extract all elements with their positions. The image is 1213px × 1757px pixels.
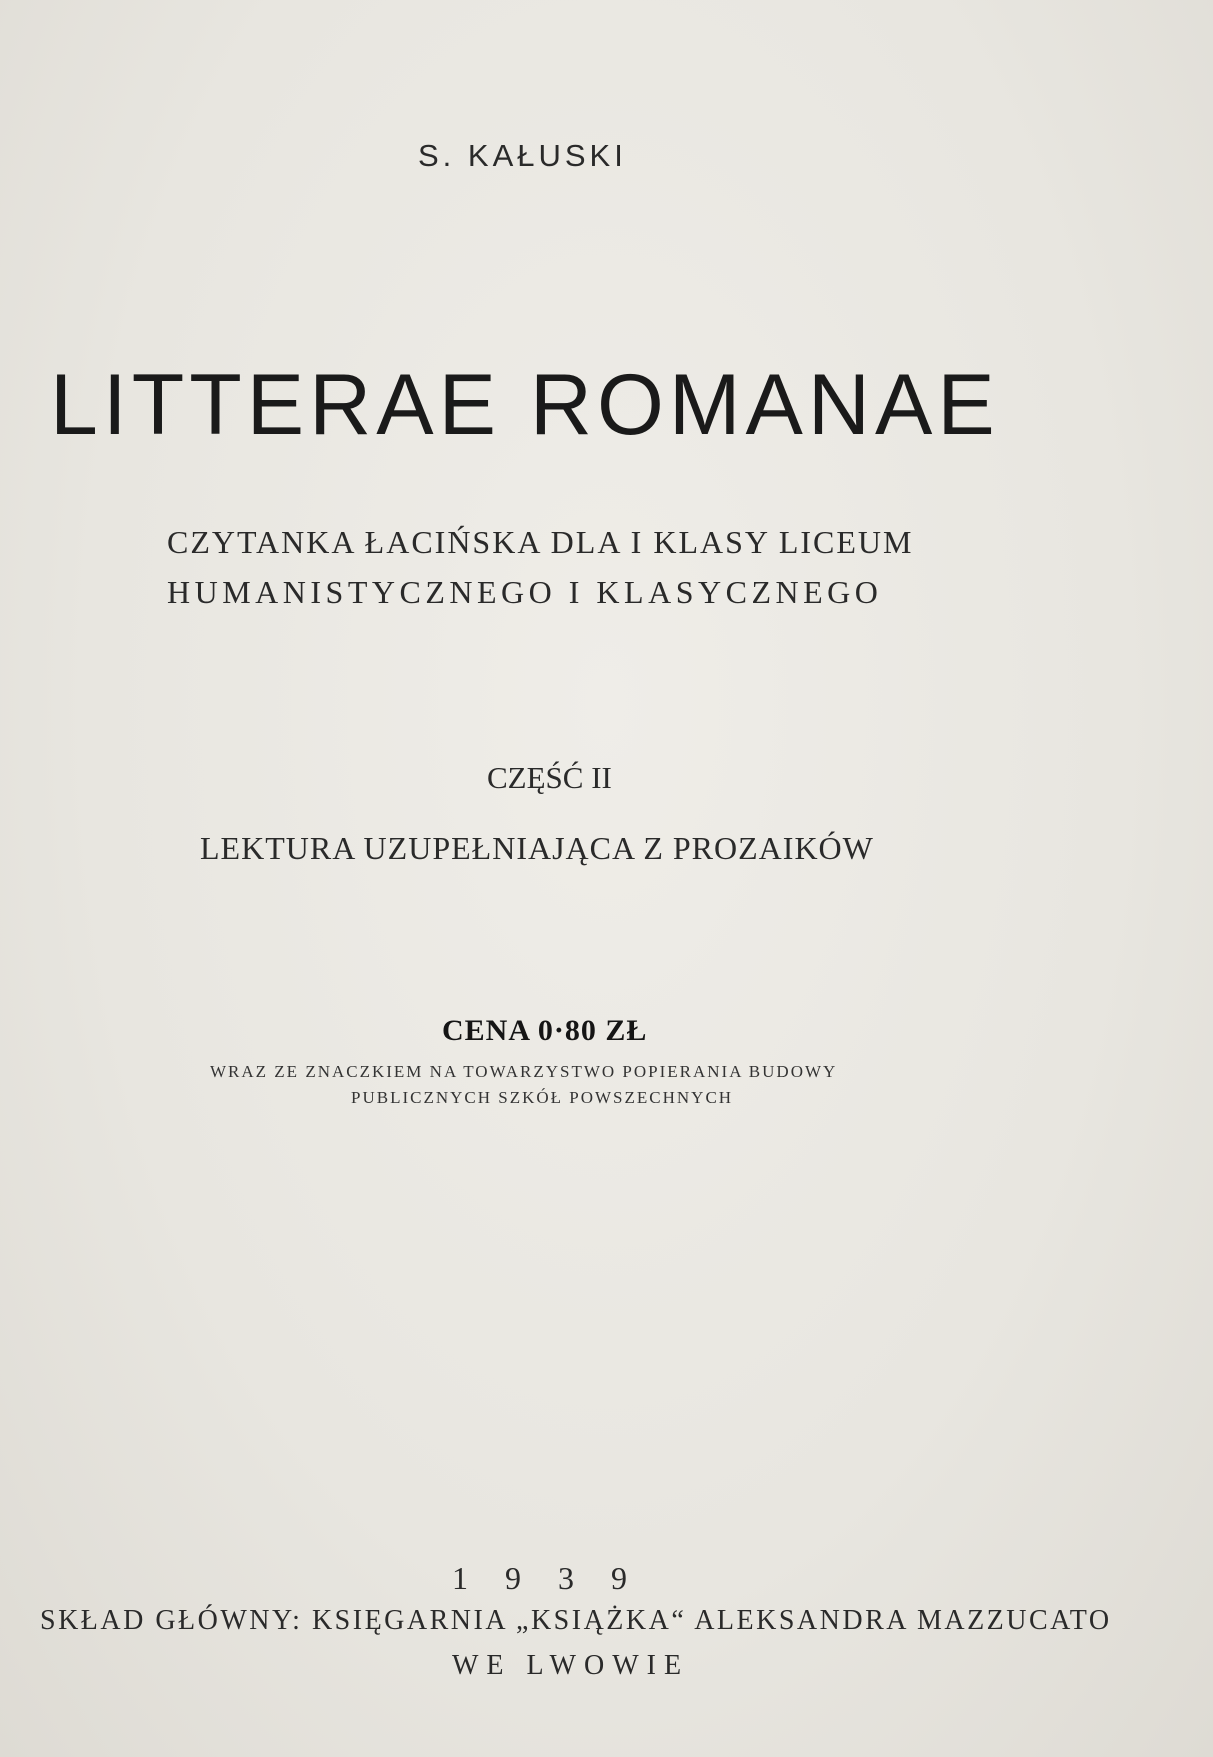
part-number: CZĘŚĆ II: [487, 760, 612, 795]
price-note-line-2: PUBLICZNYCH SZKÓŁ POWSZECHNYCH: [351, 1088, 734, 1107]
price-note-line-1: WRAZ ZE ZNACZKIEM NA TOWARZYSTWO POPIERANIA BUDOWY: [210, 1062, 838, 1081]
book-title: LITTERAE ROMANAE: [50, 357, 1000, 453]
price-label: CENA 0·80 ZŁ: [442, 1014, 648, 1047]
lecture-description: LEKTURA UZUPEŁNIAJĄCA Z PROZAIKÓW: [200, 830, 874, 866]
publication-year: 1939: [452, 1560, 664, 1596]
author-name: S. KAŁUSKI: [418, 138, 627, 173]
subtitle-line-2: HUMANISTYCZNEGO I KLASYCZNEGO: [167, 574, 883, 610]
publication-city: WE LWOWIE: [452, 1650, 690, 1681]
subtitle-line-1: CZYTANKA ŁACIŃSKA DLA I KLASY LICEUM: [167, 524, 914, 560]
publisher-depot: SKŁAD GŁÓWNY: KSIĘGARNIA „KSIĄŻKA“ ALEKSANDRA MAZZUCATO: [40, 1605, 1112, 1636]
